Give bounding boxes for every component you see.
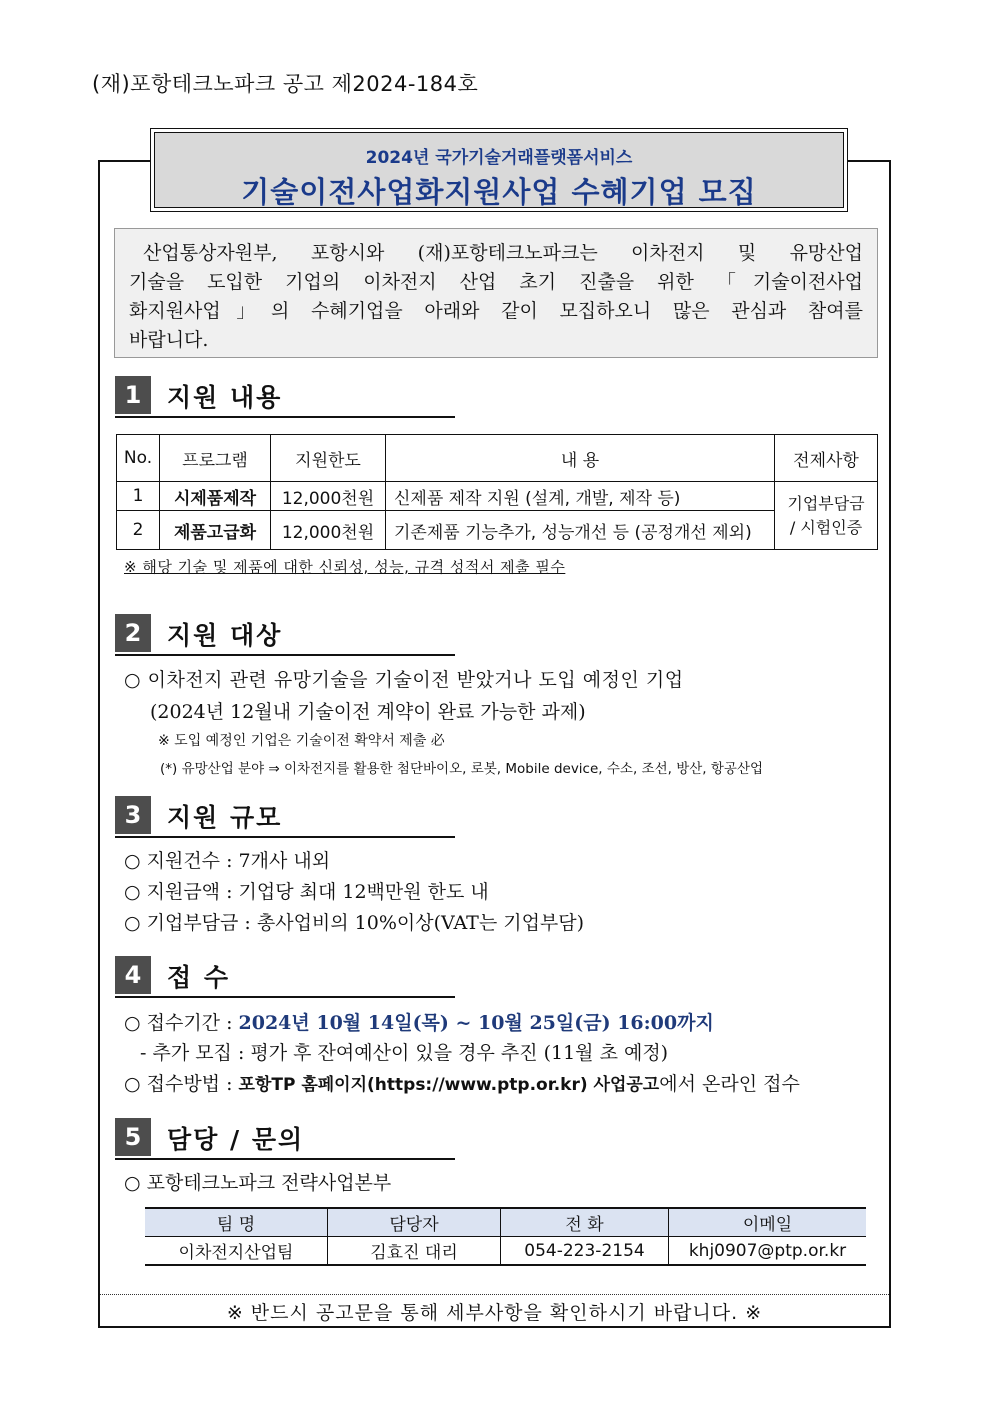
prerequisite-cell [775, 482, 878, 550]
row-limit: 12,000천원 [271, 482, 386, 511]
reception-period-value: 2024년 10월 14일(목) ~ 10월 25일(금) 16:00까지 [238, 1012, 714, 1034]
prerequisite-line: 기업부담금 [787, 493, 865, 513]
table-note: ※ 해당 기술 및 제품에 대한 신뢰성, 성능, 규격 성적서 제출 필수 [124, 558, 566, 576]
title-inner [154, 132, 844, 208]
section-number: 3 [115, 796, 151, 834]
table-header: 내 용 [386, 435, 775, 482]
contact-email[interactable]: khj0907@ptp.or.kr [669, 1237, 867, 1266]
reception-method-label: ○ 접수방법 : [124, 1073, 239, 1095]
reception-method-rest: 에서 온라인 접수 [659, 1073, 800, 1095]
table-header: No. [117, 435, 160, 482]
target-note-1: ※ 도입 예정인 기업은 기술이전 확약서 제출 必 [158, 733, 445, 749]
section-header-2 [115, 614, 455, 656]
scale-item: ○ 지원건수 : 7개사 내외 [124, 850, 331, 872]
section-header-1 [115, 376, 455, 418]
row-content: 기존제품 기능추가, 성능개선 등 (공정개선 제외) [386, 511, 775, 550]
row-program: 시제품제작 [160, 482, 271, 511]
table-header: 지원한도 [271, 435, 386, 482]
title-box [150, 128, 848, 212]
intro-paragraph [114, 228, 878, 358]
scale-item: ○ 기업부담금 : 총사업비의 10%이상(VAT는 기업부담) [124, 912, 585, 934]
prerequisite-line: / 시험인증 [789, 517, 863, 537]
section-number: 5 [115, 1118, 151, 1156]
footer-note: ※ 반드시 공고문을 통해 세부사항을 확인하시기 바랍니다. ※ [226, 1302, 763, 1324]
table-header: 프로그램 [160, 435, 271, 482]
section-header-5 [115, 1118, 455, 1160]
intro-line: 화지원사업」의 수혜기업을 아래와 같이 모집하오니 많은 관심과 참여를 [129, 300, 863, 322]
scale-item: ○ 지원금액 : 기업당 최대 12백만원 한도 내 [124, 881, 489, 903]
contact-header: 팀 명 [145, 1208, 328, 1237]
section-title: 지원 내용 [167, 383, 283, 412]
target-sub: (2024년 12월내 기술이전 계약이 완료 가능한 과제) [150, 701, 586, 723]
contact-phone: 054-223-2154 [501, 1237, 669, 1266]
row-limit: 12,000천원 [271, 511, 386, 550]
contact-header: 담당자 [328, 1208, 501, 1237]
section-title: 지원 규모 [167, 803, 283, 832]
notice-number: (재)포항테크노파크 공고 제2024-184호 [92, 72, 479, 96]
contact-header: 전 화 [501, 1208, 669, 1237]
section-number: 2 [115, 614, 151, 652]
title-main: 기술이전사업화지원사업 수혜기업 모집 [241, 175, 757, 209]
table-row [117, 511, 878, 550]
target-main: ○ 이차전지 관련 유망기술을 기술이전 받았거나 도입 예정인 기업 [124, 669, 684, 691]
contact-table [145, 1207, 866, 1266]
contact-org: ○ 포항테크노파크 전략사업본부 [124, 1172, 392, 1194]
reception-extra: - 추가 모집 : 평가 후 잔여예산이 있을 경우 추진 (11월 초 예정) [140, 1042, 669, 1064]
section-header-4 [115, 956, 455, 998]
section-number: 1 [115, 376, 151, 414]
section-number: 4 [115, 956, 151, 994]
intro-line: 산업통상자원부, 포항시와 (재)포항테크노파크는 이차전지 및 유망산업 [143, 242, 863, 264]
program-table [116, 434, 878, 550]
row-content: 신제품 제작 지원 (설계, 개발, 제작 등) [386, 482, 775, 511]
contact-person: 김효진 대리 [328, 1237, 501, 1266]
section-title: 접 수 [167, 963, 231, 992]
table-row [145, 1237, 866, 1266]
table-row [117, 482, 878, 511]
reception-period-label: ○ 접수기간 : [124, 1012, 239, 1034]
intro-line: 기술을 도입한 기업의 이차전지 산업 초기 진출을 위한 「기술이전사업 [129, 271, 863, 293]
footer-divider [100, 1294, 889, 1295]
reception-period [124, 1008, 714, 1035]
contact-team: 이차전지산업팀 [145, 1237, 328, 1266]
row-no: 2 [117, 511, 160, 550]
intro-line: 바랍니다. [129, 329, 209, 351]
target-note-2: (*) 유망산업 분야 ⇒ 이차전지를 활용한 첨단바이오, 로봇, Mobile device, 수소, 조선, 방산, 항공산업 [160, 761, 764, 777]
title-subtitle: 2024년 국가기술거래플랫폼서비스 [365, 148, 633, 168]
section-title: 지원 대상 [167, 621, 283, 650]
table-header: 전제사항 [775, 435, 878, 482]
contact-header: 이메일 [669, 1208, 867, 1237]
row-no: 1 [117, 482, 160, 511]
reception-method [124, 1069, 800, 1096]
section-header-3 [115, 796, 455, 838]
section-title: 담당 / 문의 [167, 1125, 305, 1154]
row-program: 제품고급화 [160, 511, 271, 550]
reception-method-link[interactable]: 포항TP 홈페이지(https://www.ptp.or.kr) 사업공고 [238, 1075, 660, 1095]
